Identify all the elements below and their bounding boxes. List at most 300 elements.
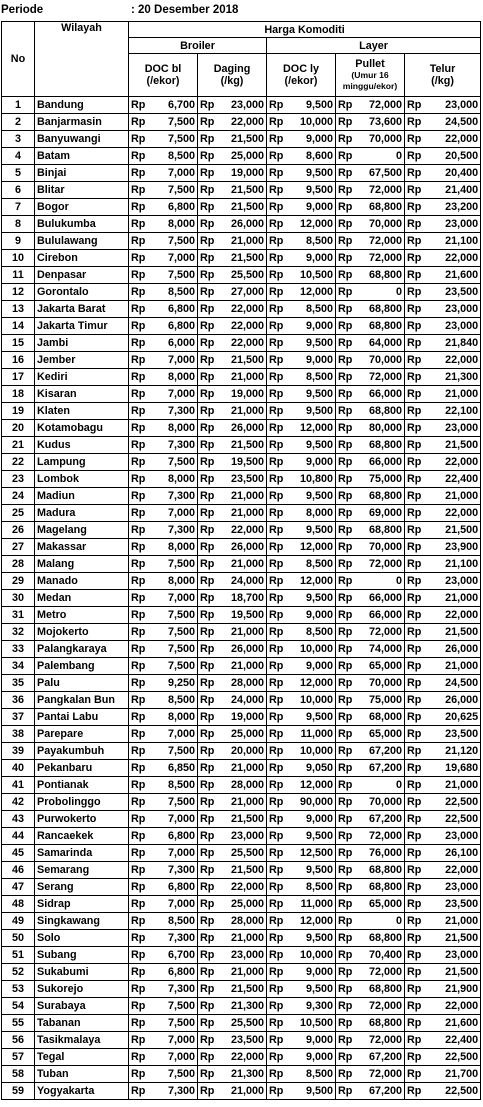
pullet-price: 72,000 bbox=[354, 624, 405, 641]
row-number: 40 bbox=[2, 760, 35, 777]
currency-label: Rp bbox=[267, 403, 285, 420]
doc-bl-price: 7,300 bbox=[147, 437, 198, 454]
pullet-price: 68,800 bbox=[354, 488, 405, 505]
currency-label: Rp bbox=[405, 267, 423, 284]
currency-label: Rp bbox=[267, 913, 285, 930]
currency-label: Rp bbox=[405, 726, 423, 743]
currency-label: Rp bbox=[405, 335, 423, 352]
currency-label: Rp bbox=[198, 794, 216, 811]
currency-label: Rp bbox=[267, 981, 285, 998]
currency-label: Rp bbox=[336, 318, 354, 335]
pullet-price: 70,000 bbox=[354, 794, 405, 811]
doc-ly-price: 9,500 bbox=[285, 182, 336, 199]
doc-bl-price: 7,000 bbox=[147, 505, 198, 522]
daging-price: 26,000 bbox=[216, 420, 267, 437]
currency-label: Rp bbox=[336, 658, 354, 675]
doc-ly-price: 9,500 bbox=[285, 862, 336, 879]
currency-label: Rp bbox=[198, 726, 216, 743]
pullet-price: 64,000 bbox=[354, 335, 405, 352]
currency-label: Rp bbox=[129, 913, 147, 930]
doc-bl-price: 8,000 bbox=[147, 471, 198, 488]
currency-label: Rp bbox=[336, 811, 354, 828]
pullet-price: 72,000 bbox=[354, 182, 405, 199]
doc-ly-price: 10,000 bbox=[285, 641, 336, 658]
currency-label: Rp bbox=[336, 845, 354, 862]
daging-price: 22,000 bbox=[216, 114, 267, 131]
doc-ly-price: 9,000 bbox=[285, 131, 336, 148]
currency-label: Rp bbox=[198, 1032, 216, 1049]
currency-label: Rp bbox=[129, 522, 147, 539]
currency-label: Rp bbox=[267, 131, 285, 148]
region-name: Jambi bbox=[35, 335, 129, 352]
currency-label: Rp bbox=[336, 267, 354, 284]
header-doc-bl bbox=[129, 54, 198, 97]
currency-label: Rp bbox=[267, 760, 285, 777]
currency-label: Rp bbox=[405, 607, 423, 624]
table-row bbox=[2, 845, 481, 862]
table-row bbox=[2, 403, 481, 420]
doc-ly-price: 9,000 bbox=[285, 964, 336, 981]
doc-ly-price: 11,000 bbox=[285, 726, 336, 743]
table-row bbox=[2, 1066, 481, 1083]
currency-label: Rp bbox=[129, 352, 147, 369]
telur-price: 22,400 bbox=[423, 471, 481, 488]
daging-price: 19,000 bbox=[216, 165, 267, 182]
doc-bl-price: 8,500 bbox=[147, 777, 198, 794]
row-number: 19 bbox=[2, 403, 35, 420]
region-name: Pangkalan Bun bbox=[35, 692, 129, 709]
row-number: 25 bbox=[2, 505, 35, 522]
currency-label: Rp bbox=[129, 199, 147, 216]
pullet-price: 70,000 bbox=[354, 539, 405, 556]
currency-label: Rp bbox=[405, 318, 423, 335]
currency-label: Rp bbox=[198, 947, 216, 964]
currency-label: Rp bbox=[198, 658, 216, 675]
region-name: Sidrap bbox=[35, 896, 129, 913]
doc-bl-price: 8,500 bbox=[147, 148, 198, 165]
daging-price: 25,000 bbox=[216, 896, 267, 913]
row-number: 17 bbox=[2, 369, 35, 386]
table-row bbox=[2, 726, 481, 743]
table-row bbox=[2, 352, 481, 369]
doc-bl-price: 6,800 bbox=[147, 301, 198, 318]
doc-ly-price: 8,500 bbox=[285, 624, 336, 641]
daging-price: 28,000 bbox=[216, 777, 267, 794]
region-name: Metro bbox=[35, 607, 129, 624]
pullet-price: 66,000 bbox=[354, 386, 405, 403]
currency-label: Rp bbox=[129, 267, 147, 284]
row-number: 55 bbox=[2, 1015, 35, 1032]
currency-label: Rp bbox=[405, 1066, 423, 1083]
commodity-price-table bbox=[1, 21, 481, 1100]
currency-label: Rp bbox=[129, 131, 147, 148]
table-row bbox=[2, 896, 481, 913]
header-doc-bl-line2: (/ekor) bbox=[146, 75, 180, 87]
daging-price: 26,000 bbox=[216, 216, 267, 233]
row-number: 31 bbox=[2, 607, 35, 624]
pullet-price: 72,000 bbox=[354, 556, 405, 573]
telur-price: 21,600 bbox=[423, 1015, 481, 1032]
table-row bbox=[2, 454, 481, 471]
table-row bbox=[2, 981, 481, 998]
telur-price: 22,100 bbox=[423, 403, 481, 420]
doc-bl-price: 7,000 bbox=[147, 811, 198, 828]
pullet-price: 68,800 bbox=[354, 403, 405, 420]
row-number: 43 bbox=[2, 811, 35, 828]
row-number: 8 bbox=[2, 216, 35, 233]
region-name: Binjai bbox=[35, 165, 129, 182]
pullet-price: 0 bbox=[354, 913, 405, 930]
region-name: Palangkaraya bbox=[35, 641, 129, 658]
period-label: Periode bbox=[1, 4, 44, 16]
table-header bbox=[2, 22, 481, 97]
currency-label: Rp bbox=[129, 335, 147, 352]
row-number: 56 bbox=[2, 1032, 35, 1049]
table-row bbox=[2, 862, 481, 879]
daging-price: 21,500 bbox=[216, 182, 267, 199]
doc-bl-price: 7,300 bbox=[147, 488, 198, 505]
currency-label: Rp bbox=[198, 301, 216, 318]
currency-label: Rp bbox=[198, 981, 216, 998]
region-name: Purwokerto bbox=[35, 811, 129, 828]
region-name: Madiun bbox=[35, 488, 129, 505]
pullet-price: 68,800 bbox=[354, 199, 405, 216]
telur-price: 21,600 bbox=[423, 267, 481, 284]
doc-bl-price: 7,500 bbox=[147, 1066, 198, 1083]
daging-price: 21,500 bbox=[216, 131, 267, 148]
currency-label: Rp bbox=[198, 930, 216, 947]
telur-price: 23,500 bbox=[423, 284, 481, 301]
region-name: Rancaekek bbox=[35, 828, 129, 845]
table-row bbox=[2, 1049, 481, 1066]
pullet-price: 67,200 bbox=[354, 811, 405, 828]
currency-label: Rp bbox=[405, 743, 423, 760]
currency-label: Rp bbox=[198, 743, 216, 760]
region-name: Samarinda bbox=[35, 845, 129, 862]
currency-label: Rp bbox=[129, 182, 147, 199]
row-number: 51 bbox=[2, 947, 35, 964]
doc-bl-price: 7,000 bbox=[147, 386, 198, 403]
header-daging bbox=[198, 54, 267, 97]
region-name: Pantai Labu bbox=[35, 709, 129, 726]
header-telur-line1: Telur bbox=[429, 63, 456, 75]
region-name: Surabaya bbox=[35, 998, 129, 1015]
doc-ly-price: 9,000 bbox=[285, 658, 336, 675]
doc-ly-price: 9,000 bbox=[285, 454, 336, 471]
doc-ly-price: 9,500 bbox=[285, 1083, 336, 1100]
row-number: 54 bbox=[2, 998, 35, 1015]
currency-label: Rp bbox=[336, 403, 354, 420]
currency-label: Rp bbox=[267, 539, 285, 556]
region-name: Makassar bbox=[35, 539, 129, 556]
currency-label: Rp bbox=[405, 97, 423, 114]
daging-price: 21,500 bbox=[216, 981, 267, 998]
telur-price: 26,000 bbox=[423, 641, 481, 658]
daging-price: 21,000 bbox=[216, 794, 267, 811]
telur-price: 20,625 bbox=[423, 709, 481, 726]
currency-label: Rp bbox=[198, 1066, 216, 1083]
currency-label: Rp bbox=[267, 692, 285, 709]
doc-ly-price: 9,500 bbox=[285, 709, 336, 726]
currency-label: Rp bbox=[405, 386, 423, 403]
row-number: 49 bbox=[2, 913, 35, 930]
doc-ly-price: 12,000 bbox=[285, 675, 336, 692]
table-row bbox=[2, 675, 481, 692]
doc-bl-price: 7,300 bbox=[147, 862, 198, 879]
currency-label: Rp bbox=[129, 828, 147, 845]
telur-price: 21,500 bbox=[423, 522, 481, 539]
currency-label: Rp bbox=[129, 488, 147, 505]
currency-label: Rp bbox=[129, 981, 147, 998]
currency-label: Rp bbox=[198, 233, 216, 250]
pullet-price: 70,000 bbox=[354, 352, 405, 369]
doc-bl-price: 8,000 bbox=[147, 539, 198, 556]
currency-label: Rp bbox=[336, 794, 354, 811]
currency-label: Rp bbox=[267, 199, 285, 216]
currency-label: Rp bbox=[267, 828, 285, 845]
currency-label: Rp bbox=[336, 437, 354, 454]
currency-label: Rp bbox=[198, 760, 216, 777]
currency-label: Rp bbox=[267, 658, 285, 675]
currency-label: Rp bbox=[198, 335, 216, 352]
currency-label: Rp bbox=[405, 131, 423, 148]
row-number: 48 bbox=[2, 896, 35, 913]
doc-bl-price: 7,500 bbox=[147, 743, 198, 760]
currency-label: Rp bbox=[336, 471, 354, 488]
currency-label: Rp bbox=[336, 862, 354, 879]
doc-bl-price: 8,500 bbox=[147, 284, 198, 301]
currency-label: Rp bbox=[129, 148, 147, 165]
doc-ly-price: 9,000 bbox=[285, 1032, 336, 1049]
telur-price: 21,000 bbox=[423, 386, 481, 403]
doc-ly-price: 8,000 bbox=[285, 505, 336, 522]
currency-label: Rp bbox=[267, 998, 285, 1015]
doc-bl-price: 6,800 bbox=[147, 879, 198, 896]
currency-label: Rp bbox=[129, 233, 147, 250]
currency-label: Rp bbox=[129, 1066, 147, 1083]
currency-label: Rp bbox=[267, 811, 285, 828]
header-broiler: Broiler bbox=[129, 38, 267, 54]
doc-ly-price: 9,500 bbox=[285, 437, 336, 454]
currency-label: Rp bbox=[267, 896, 285, 913]
currency-label: Rp bbox=[405, 284, 423, 301]
region-name: Palembang bbox=[35, 658, 129, 675]
doc-bl-price: 7,000 bbox=[147, 1049, 198, 1066]
doc-bl-price: 7,300 bbox=[147, 930, 198, 947]
currency-label: Rp bbox=[267, 624, 285, 641]
pullet-price: 67,200 bbox=[354, 1083, 405, 1100]
doc-bl-price: 7,500 bbox=[147, 641, 198, 658]
pullet-price: 68,800 bbox=[354, 301, 405, 318]
currency-label: Rp bbox=[198, 182, 216, 199]
row-number: 52 bbox=[2, 964, 35, 981]
currency-label: Rp bbox=[267, 97, 285, 114]
doc-bl-price: 8,500 bbox=[147, 692, 198, 709]
currency-label: Rp bbox=[198, 590, 216, 607]
row-number: 4 bbox=[2, 148, 35, 165]
table-row bbox=[2, 386, 481, 403]
table-row bbox=[2, 556, 481, 573]
row-number: 23 bbox=[2, 471, 35, 488]
daging-price: 21,300 bbox=[216, 998, 267, 1015]
doc-bl-price: 7,500 bbox=[147, 1015, 198, 1032]
currency-label: Rp bbox=[129, 845, 147, 862]
doc-bl-price: 7,500 bbox=[147, 607, 198, 624]
currency-label: Rp bbox=[336, 352, 354, 369]
row-number: 36 bbox=[2, 692, 35, 709]
daging-price: 21,500 bbox=[216, 199, 267, 216]
currency-label: Rp bbox=[129, 114, 147, 131]
daging-price: 22,000 bbox=[216, 879, 267, 896]
currency-label: Rp bbox=[405, 760, 423, 777]
doc-bl-price: 7,500 bbox=[147, 794, 198, 811]
telur-price: 22,500 bbox=[423, 1083, 481, 1100]
currency-label: Rp bbox=[405, 811, 423, 828]
row-number: 41 bbox=[2, 777, 35, 794]
doc-ly-price: 9,500 bbox=[285, 590, 336, 607]
currency-label: Rp bbox=[198, 607, 216, 624]
table-row bbox=[2, 471, 481, 488]
region-name: Klaten bbox=[35, 403, 129, 420]
row-number: 7 bbox=[2, 199, 35, 216]
doc-ly-price: 12,000 bbox=[285, 539, 336, 556]
row-number: 30 bbox=[2, 590, 35, 607]
currency-label: Rp bbox=[198, 675, 216, 692]
region-name: Banjarmasin bbox=[35, 114, 129, 131]
daging-price: 21,500 bbox=[216, 250, 267, 267]
doc-ly-price: 9,500 bbox=[285, 386, 336, 403]
telur-price: 21,100 bbox=[423, 233, 481, 250]
pullet-price: 75,000 bbox=[354, 471, 405, 488]
daging-price: 22,000 bbox=[216, 318, 267, 335]
currency-label: Rp bbox=[336, 420, 354, 437]
currency-label: Rp bbox=[336, 148, 354, 165]
region-name: Pontianak bbox=[35, 777, 129, 794]
currency-label: Rp bbox=[267, 930, 285, 947]
region-name: Sukorejo bbox=[35, 981, 129, 998]
telur-price: 21,840 bbox=[423, 335, 481, 352]
currency-label: Rp bbox=[336, 981, 354, 998]
telur-price: 23,000 bbox=[423, 828, 481, 845]
currency-label: Rp bbox=[129, 556, 147, 573]
pullet-price: 74,000 bbox=[354, 641, 405, 658]
region-name: Magelang bbox=[35, 522, 129, 539]
table-row bbox=[2, 97, 481, 114]
daging-price: 21,000 bbox=[216, 964, 267, 981]
currency-label: Rp bbox=[267, 590, 285, 607]
currency-label: Rp bbox=[405, 624, 423, 641]
pullet-price: 68,800 bbox=[354, 862, 405, 879]
region-name: Cirebon bbox=[35, 250, 129, 267]
currency-label: Rp bbox=[198, 692, 216, 709]
currency-label: Rp bbox=[336, 760, 354, 777]
row-number: 24 bbox=[2, 488, 35, 505]
doc-ly-price: 10,000 bbox=[285, 692, 336, 709]
daging-price: 26,000 bbox=[216, 539, 267, 556]
currency-label: Rp bbox=[267, 879, 285, 896]
currency-label: Rp bbox=[405, 505, 423, 522]
region-name: Palu bbox=[35, 675, 129, 692]
doc-bl-price: 7,000 bbox=[147, 590, 198, 607]
doc-ly-price: 12,000 bbox=[285, 420, 336, 437]
currency-label: Rp bbox=[198, 454, 216, 471]
currency-label: Rp bbox=[336, 896, 354, 913]
row-number: 28 bbox=[2, 556, 35, 573]
currency-label: Rp bbox=[267, 369, 285, 386]
doc-ly-price: 12,000 bbox=[285, 777, 336, 794]
currency-label: Rp bbox=[129, 471, 147, 488]
daging-price: 21,500 bbox=[216, 352, 267, 369]
currency-label: Rp bbox=[336, 624, 354, 641]
daging-price: 22,000 bbox=[216, 1049, 267, 1066]
telur-price: 23,000 bbox=[423, 318, 481, 335]
currency-label: Rp bbox=[267, 233, 285, 250]
currency-label: Rp bbox=[267, 675, 285, 692]
currency-label: Rp bbox=[129, 1015, 147, 1032]
header-daging-line2: (/kg) bbox=[220, 75, 244, 87]
currency-label: Rp bbox=[267, 794, 285, 811]
region-name: Bandung bbox=[35, 97, 129, 114]
pullet-price: 70,000 bbox=[354, 675, 405, 692]
telur-price: 24,500 bbox=[423, 114, 481, 131]
header-daging-line1: Daging bbox=[213, 63, 251, 75]
currency-label: Rp bbox=[198, 879, 216, 896]
currency-label: Rp bbox=[198, 437, 216, 454]
row-number: 50 bbox=[2, 930, 35, 947]
pullet-price: 70,400 bbox=[354, 947, 405, 964]
doc-ly-price: 9,000 bbox=[285, 250, 336, 267]
currency-label: Rp bbox=[267, 556, 285, 573]
currency-label: Rp bbox=[198, 199, 216, 216]
telur-price: 21,120 bbox=[423, 743, 481, 760]
currency-label: Rp bbox=[267, 573, 285, 590]
doc-bl-price: 7,500 bbox=[147, 233, 198, 250]
currency-label: Rp bbox=[405, 522, 423, 539]
currency-label: Rp bbox=[267, 318, 285, 335]
region-name: Lampung bbox=[35, 454, 129, 471]
telur-price: 26,000 bbox=[423, 692, 481, 709]
pullet-price: 72,000 bbox=[354, 233, 405, 250]
doc-ly-price: 9,500 bbox=[285, 403, 336, 420]
daging-price: 22,000 bbox=[216, 335, 267, 352]
currency-label: Rp bbox=[336, 590, 354, 607]
table-row bbox=[2, 488, 481, 505]
currency-label: Rp bbox=[198, 777, 216, 794]
region-name: Batam bbox=[35, 148, 129, 165]
row-number: 2 bbox=[2, 114, 35, 131]
currency-label: Rp bbox=[405, 658, 423, 675]
doc-bl-price: 7,000 bbox=[147, 726, 198, 743]
pullet-price: 66,000 bbox=[354, 590, 405, 607]
pullet-price: 72,000 bbox=[354, 828, 405, 845]
currency-label: Rp bbox=[198, 284, 216, 301]
telur-price: 22,000 bbox=[423, 998, 481, 1015]
header-pullet bbox=[336, 54, 405, 97]
telur-price: 22,000 bbox=[423, 607, 481, 624]
currency-label: Rp bbox=[129, 641, 147, 658]
row-number: 42 bbox=[2, 794, 35, 811]
row-number: 38 bbox=[2, 726, 35, 743]
doc-ly-price: 12,000 bbox=[285, 216, 336, 233]
currency-label: Rp bbox=[129, 1049, 147, 1066]
region-name: Jember bbox=[35, 352, 129, 369]
currency-label: Rp bbox=[198, 420, 216, 437]
currency-label: Rp bbox=[129, 1032, 147, 1049]
row-number: 58 bbox=[2, 1066, 35, 1083]
currency-label: Rp bbox=[198, 488, 216, 505]
pullet-price: 72,000 bbox=[354, 97, 405, 114]
doc-bl-price: 7,000 bbox=[147, 250, 198, 267]
